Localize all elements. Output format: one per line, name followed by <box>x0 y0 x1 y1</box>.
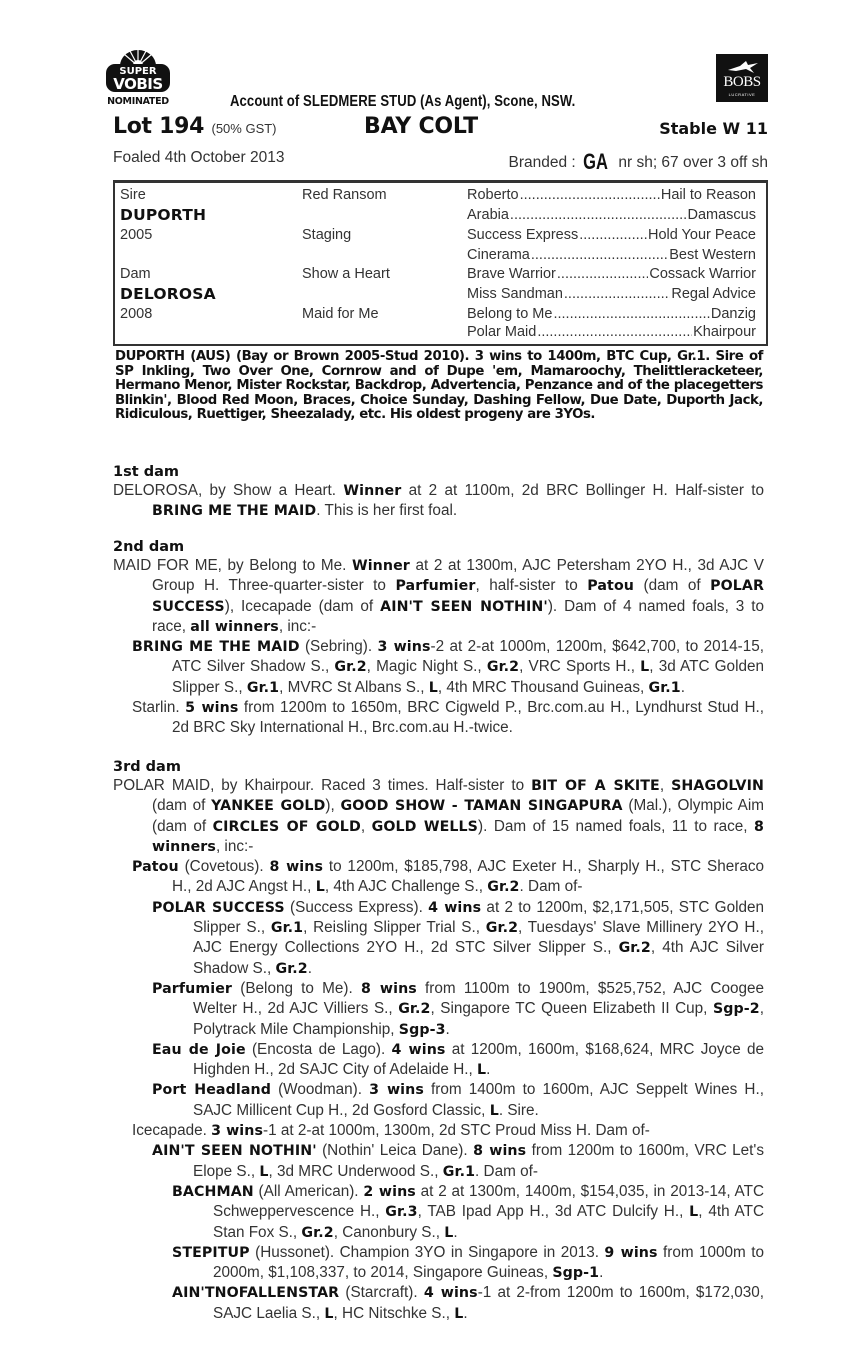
entry-text: , 4th AJC Challenge S., <box>324 878 488 896</box>
highlighted-text: Gr.2 <box>618 940 651 957</box>
produce-entry <box>113 698 764 738</box>
entry-text: , TAB Ipad App H., 3d ATC Dulcify H., <box>417 1203 690 1221</box>
produce-entry <box>113 898 764 979</box>
highlighted-text: Gr.2 <box>398 1001 431 1018</box>
entry-text: , 4th MRC Thousand Guineas, <box>437 678 649 696</box>
entry-text: (Sebring). <box>299 638 378 656</box>
entry-text: , Singapore TC Queen Elizabeth II Cup, <box>430 1000 713 1018</box>
produce-entry <box>113 1243 764 1284</box>
entry-text: , Canonbury S., <box>333 1223 445 1241</box>
entry-text: Icecapade. <box>132 1122 212 1140</box>
grandsire-paternal: Red Ransom <box>302 187 387 203</box>
highlighted-text: 8 wins <box>269 859 323 876</box>
highlighted-text: Sgp-1 <box>552 1265 600 1282</box>
highlighted-text: GOLD WELLS <box>371 818 478 835</box>
section-heading: 3rd dam <box>113 759 181 775</box>
section-heading: 2nd dam <box>113 539 185 555</box>
svg-text:NOMINATED: NOMINATED <box>107 96 169 106</box>
entry-text: from 1400m to 1600m, AJC Seppelt Wines H., SAJC Millicent Cup H., 2d Gosford Classic, <box>193 1081 764 1119</box>
highlighted-text: Sgp-3 <box>398 1021 446 1038</box>
ancestor-row: Success Express ..... Hold Your Peace <box>467 225 756 245</box>
highlighted-text: 8 wins <box>473 1143 527 1160</box>
ancestor-row: Arabia ..... Damascus <box>467 205 756 225</box>
highlighted-text: Gr.2 <box>301 1224 334 1241</box>
brand-info <box>509 149 768 175</box>
dam-label: Dam <box>120 266 151 282</box>
entry-text: (Belong to Me). <box>232 979 361 997</box>
highlighted-text: Gr.1 <box>270 920 304 937</box>
entry-text: from 1200m to 1650m, BRC Cigweld P., Brc.com.au H., Lyndhurst Stud H., 2d BRC Sky International H., Brc.com.au H.-twice. <box>172 699 764 737</box>
highlighted-text: L <box>324 1305 334 1322</box>
sire-label: Sire <box>120 187 146 203</box>
entry-text: . <box>680 678 685 696</box>
entry-text: . Dam of- <box>475 1162 538 1180</box>
entry-text: , inc:- <box>215 837 254 855</box>
sire-summary: DUPORTH (AUS) (Bay or Brown 2005-Stud 2010). 3 wins to 1400m, BTC Cup, Gr.1. Sire of SP Inkling, Two Over One, Cornrow and of Dupe 'em, Mamaroochy, Thelittleracketeer, Hermano Menor, Mister Rockstar, Backdrop, Advertencia, Penzance and of the placegetters Blinkin', Blood Red Moon, Braces, Choice Sunday, Dashing Fellow, Due Date, Duporth Jack, Ridiculous, Ruettiger, Sheezalady, etc. His oldest progeny are 3YOs. <box>115 349 763 423</box>
highlighted-text: BACHMAN <box>172 1183 254 1200</box>
entry-text: , Polytrack Mile Championship, <box>193 1000 764 1038</box>
produce-entry <box>113 776 764 857</box>
sire-year: 2005 <box>120 227 153 243</box>
granddam-maternal: Maid for Me <box>302 306 379 322</box>
section-3rd-dam <box>113 758 764 1324</box>
entry-text: , MVRC St Albans S., <box>279 678 429 696</box>
section-entries <box>113 481 764 522</box>
entry-text: at 1200m, 1600m, $168,624, MRC Joyce de Highden H., 2d SAJC City of Adelaide H., <box>193 1040 764 1079</box>
highlighted-text: Patou <box>132 859 179 876</box>
entry-text: (dam of <box>634 577 711 595</box>
ancestor-row: Polar Maid ..... Khairpour <box>467 322 756 342</box>
highlighted-text: L <box>477 1062 487 1079</box>
dam-year: 2008 <box>120 306 153 322</box>
entry-text: POLAR MAID, by Khairpour. Raced 3 times. Half-sister to <box>113 777 532 794</box>
stable-location: Stable W 11 <box>659 119 768 138</box>
highlighted-text: Winner <box>351 558 410 574</box>
svg-text:VOBIS: VOBIS <box>113 75 163 93</box>
vendor-account: Account of SLEDMERE STUD (As Agent), Scone, NSW. <box>230 93 576 110</box>
highlighted-text: 3 wins <box>377 639 431 656</box>
highlighted-text: AIN'TNOFALLENSTAR <box>172 1285 340 1302</box>
highlighted-text: YANKEE GOLD <box>211 798 326 815</box>
entry-text: ), <box>325 797 341 815</box>
entry-text: ), Icecapade (dam of <box>224 597 381 615</box>
bobs-logo <box>716 54 768 102</box>
highlighted-text: AIN'T SEEN NOTHIN' <box>380 598 548 615</box>
highlighted-text: GOOD SHOW - TAMAN SINGAPURA <box>340 798 623 815</box>
produce-entry <box>113 1283 764 1324</box>
highlighted-text: 8 winners <box>152 818 765 855</box>
entry-text: , Magic Night S., <box>366 658 487 676</box>
highlighted-text: STEPITUP <box>172 1244 250 1261</box>
produce-entry <box>113 979 764 1040</box>
entry-text: at 2 at 1300m, AJC Petersham 2YO H., 3d AJC V Group H. Three-quarter-sister to <box>152 557 764 595</box>
highlighted-text: L <box>640 659 650 676</box>
entry-text: , inc:- <box>278 617 317 635</box>
entry-text: , half-sister to <box>475 577 588 595</box>
entry-text: -2 at 2-at 1000m, 1200m, $642,700, to 2014-15, ATC Silver Shadow S., <box>172 638 764 676</box>
highlighted-text: 2 wins <box>363 1183 416 1200</box>
highlighted-text: BRING ME THE MAID <box>132 639 300 656</box>
colour-sex: BAY COLT <box>364 114 478 139</box>
highlighted-text: Sgp-2 <box>712 1001 760 1018</box>
entry-text: (Starcraft). <box>339 1284 424 1302</box>
highlighted-text: 9 wins <box>604 1244 658 1261</box>
produce-entry <box>113 1182 764 1243</box>
entry-text: -1 at 2-at 1000m, 1300m, 2d STC Proud Miss H. Dam of- <box>263 1122 650 1140</box>
produce-entry <box>113 481 764 522</box>
entry-text: DELOROSA, by Show a Heart. <box>113 482 344 499</box>
produce-entry <box>113 556 764 637</box>
highlighted-text: CIRCLES OF GOLD <box>212 818 361 835</box>
highlighted-text: 3 wins <box>369 1082 424 1099</box>
entry-text: , <box>360 817 372 835</box>
highlighted-text: Gr.2 <box>485 920 519 937</box>
entry-text: , Reisling Slipper Trial S., <box>303 919 486 937</box>
ancestor-row: Roberto ..... Hail to Reason <box>467 185 756 205</box>
highlighted-text: 5 wins <box>185 700 239 717</box>
gst-note: (50% GST) <box>211 121 277 136</box>
entry-text: (All American). <box>253 1182 364 1200</box>
entry-text: at 2 at 1100m, 2d BRC Bollinger H. Half-sister to <box>401 482 765 499</box>
entry-text: . <box>599 1264 604 1282</box>
highlighted-text: 3 wins <box>211 1123 264 1140</box>
highlighted-text: L <box>489 1102 499 1119</box>
entry-text: , 4th AJC Silver Shadow S., <box>193 939 764 977</box>
brand-mark: GA <box>583 149 608 174</box>
highlighted-text: Gr.2 <box>275 960 308 977</box>
produce-entry <box>113 857 764 898</box>
vobis-sun-icon <box>94 44 182 106</box>
ancestor-row: Cinerama ..... Best Western <box>467 245 756 265</box>
entry-text: (Covetous). <box>178 858 270 876</box>
highlighted-text: Gr.2 <box>334 659 367 676</box>
highlighted-text: Eau de Joie <box>152 1041 246 1058</box>
section-1st-dam <box>113 463 764 522</box>
ancestor-row: Brave Warrior ..... Cossack Warrior <box>467 264 756 284</box>
entry-text: MAID FOR ME, by Belong to Me. <box>113 557 352 574</box>
highlighted-text: Gr.1 <box>442 1163 476 1180</box>
brand-detail: nr sh; 67 over 3 off sh <box>618 154 768 171</box>
entry-text: Starlin. <box>132 699 186 717</box>
entry-text: ). Dam of 4 named foals, 3 to race, <box>152 597 764 635</box>
entry-text: , 3d MRC Underwood S., <box>268 1162 443 1180</box>
entry-text: (Encosta de Lago). <box>245 1040 392 1058</box>
highlighted-text: L <box>428 679 438 696</box>
entry-text: , 4th ATC Stan Fox S., <box>213 1203 764 1241</box>
foaled-date: Foaled 4th October 2013 <box>113 149 285 166</box>
bird-icon <box>726 60 760 74</box>
pedigree-table <box>113 180 768 346</box>
lot-number <box>113 114 277 139</box>
super-vobis-nominated-logo <box>94 44 182 106</box>
svg-text:SUPER: SUPER <box>119 66 157 77</box>
section-entries <box>113 776 764 1324</box>
entry-text: from 1000m to 2000m, $1,108,337, to 2014, Singapore Guineas, <box>213 1243 764 1282</box>
bobs-logo-subtitle: LUCRATIVE <box>728 92 756 97</box>
highlighted-text: Parfumier <box>395 578 476 595</box>
section-2nd-dam <box>113 538 764 738</box>
entry-text: (Hussonet). Champion 3YO in Singapore in 2013. <box>249 1243 605 1261</box>
highlighted-text: Gr.2 <box>486 659 520 676</box>
dam-name: DELOROSA <box>120 285 216 303</box>
entry-text: , HC Nitschke S., <box>333 1304 455 1322</box>
entry-text: . <box>453 1223 458 1241</box>
entry-text: . Dam of- <box>519 878 583 896</box>
ancestor-row: Miss Sandman ..... Regal Advice <box>467 284 756 304</box>
entry-text: , Tuesdays' Slave Millinery 2YO H., AJC Energy Collections 2YO H., 2d STC Silver Slipper S., <box>193 919 764 957</box>
entry-text: . <box>307 959 313 977</box>
branded-label: Branded : <box>508 154 576 171</box>
highlighted-text: Gr.1 <box>648 679 681 696</box>
entry-text: (Mal.), Olympic Aim (dam of <box>152 797 765 835</box>
highlighted-text: Port Headland <box>152 1082 271 1099</box>
entry-text: (Nothin' Leica Dane). <box>316 1142 474 1160</box>
entry-text: from 1200m to 1600m, VRC Let's Elope S., <box>193 1142 764 1180</box>
highlighted-text: L <box>689 1204 699 1221</box>
foaling-brand-row <box>113 149 768 173</box>
highlighted-text: 4 wins <box>391 1041 446 1058</box>
highlighted-text: AIN'T SEEN NOTHIN' <box>152 1143 317 1160</box>
highlighted-text: Gr.3 <box>385 1204 418 1221</box>
sire-name: DUPORTH <box>120 206 207 224</box>
entry-text: (Woodman). <box>270 1081 370 1099</box>
entry-text: to 1200m, $185,798, AJC Exeter H., Sharply H., STC Sheraco H., 2d AJC Angst H., <box>172 858 765 896</box>
entry-text: . <box>486 1061 491 1079</box>
entry-text: (dam of <box>152 797 212 815</box>
highlighted-text: L <box>454 1305 464 1322</box>
entry-text: at 2 to 1200m, $2,171,505, STC Golden Slipper S., <box>193 898 764 937</box>
produce-entry <box>113 637 764 698</box>
entry-text: , 3d ATC Golden Slipper S., <box>172 658 764 696</box>
highlighted-text: Parfumier <box>152 980 233 997</box>
ancestor-row: Belong to Me ..... Danzig <box>467 304 756 324</box>
entry-text: -1 at 2-from 1200m to 1600m, $172,030, SAJC Laelia S., <box>213 1284 764 1322</box>
entry-text: ). Dam of 15 named foals, 11 to race, <box>477 817 755 835</box>
highlighted-text: L <box>315 879 325 896</box>
entry-text: from 1100m to 1900m, $525,752, AJC Coogee Welter H., 2d AJC Villiers S., <box>193 979 765 1018</box>
produce-entry <box>113 1141 764 1182</box>
entry-text: . Sire. <box>498 1101 539 1119</box>
produce-entry <box>113 1080 764 1121</box>
lot-label: Lot 194 <box>113 114 205 139</box>
highlighted-text: SHAGOLVIN <box>671 778 764 794</box>
highlighted-text: Gr.1 <box>246 679 280 696</box>
highlighted-text: BIT OF A SKITE <box>531 778 660 794</box>
highlighted-text: POLAR SUCCESS <box>152 578 764 615</box>
entry-text: (Success Express). <box>284 898 429 916</box>
section-entries <box>113 556 764 738</box>
lot-header-row <box>113 114 768 144</box>
highlighted-text: 4 wins <box>428 899 482 916</box>
granddam-paternal: Staging <box>302 227 352 243</box>
grandsire-maternal: Show a Heart <box>302 266 390 282</box>
highlighted-text: L <box>259 1163 269 1180</box>
highlighted-text: POLAR SUCCESS <box>152 899 285 916</box>
highlighted-text: BRING ME THE MAID <box>152 503 317 520</box>
entry-text: . <box>463 1304 468 1322</box>
entry-text: at 2 at 1300m, 1400m, $154,035, in 2013-14, ATC Schweppervescence H., <box>213 1182 765 1221</box>
highlighted-text: all winners <box>190 618 279 635</box>
section-heading: 1st dam <box>113 464 179 480</box>
highlighted-text: Patou <box>587 578 634 595</box>
highlighted-text: Winner <box>343 483 402 499</box>
highlighted-text: 8 wins <box>360 980 417 997</box>
entry-text: . This is her first foal. <box>316 502 458 520</box>
produce-entry <box>113 1121 764 1141</box>
bobs-logo-word: BOBS <box>723 74 761 90</box>
entry-text: , VRC Sports H., <box>519 658 641 676</box>
produce-entry <box>113 1040 764 1081</box>
highlighted-text: Gr.2 <box>487 879 520 896</box>
highlighted-text: 4 wins <box>423 1285 478 1302</box>
entry-text: . <box>445 1020 450 1038</box>
entry-text: , <box>659 777 672 794</box>
highlighted-text: L <box>444 1224 454 1241</box>
